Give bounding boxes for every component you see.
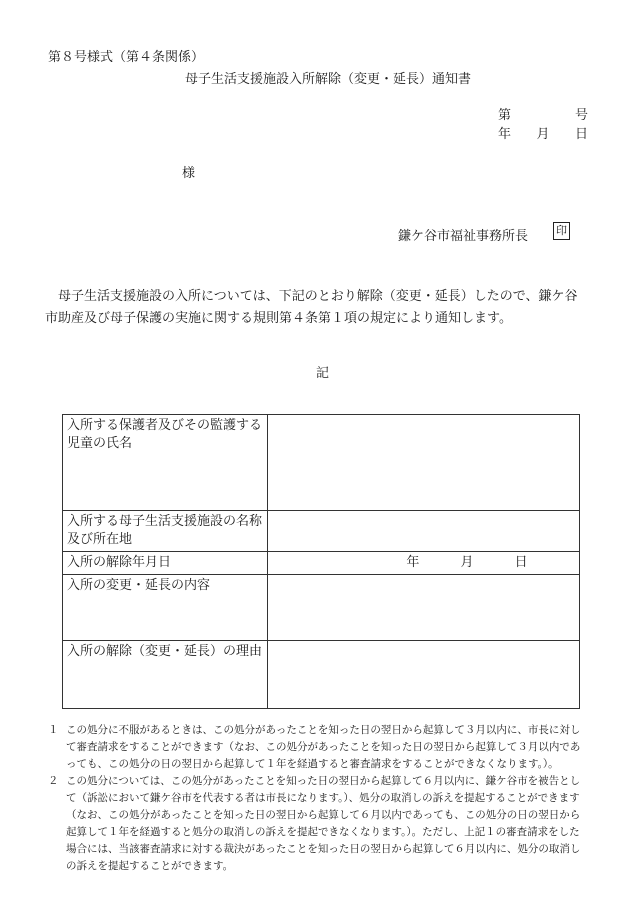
body-text: 母子生活支援施設の入所については、下記のとおり解除（変更・延長）したので、鎌ケ谷市助産及び母子保護の実施に関する規則第４条第１項の規定により通知します。 (45, 289, 578, 326)
table-row (63, 641, 580, 709)
row-label-release-date: 入所の解除年月日 (63, 552, 268, 575)
number-suffix: 号 (574, 108, 588, 123)
row-value-release-date[interactable] (268, 552, 580, 575)
note-text: この処分に不服があるときは、この処分があったことを知った日の翌日から起算して３月以内に、市長に対して審査請求をすることができます（なお、この処分があったことを知った日の翌日から起算して３月以内であっても、この処分の日の翌日から起算して１年を経過すると審査請求をすることができなくなります。）。 (66, 724, 581, 770)
row-value-reason[interactable] (268, 641, 580, 709)
document-number-line (498, 104, 588, 123)
note-number: ２ (48, 775, 59, 787)
notes-section (48, 722, 588, 875)
note-item (48, 722, 588, 773)
release-year-label: 年 (406, 555, 420, 570)
release-day-label: 日 (514, 555, 528, 570)
note-item (48, 773, 588, 875)
detail-table (62, 414, 580, 709)
note-number: １ (48, 724, 59, 736)
row-value-names[interactable] (268, 415, 580, 511)
ki-marker: 記 (316, 366, 330, 381)
row-value-change-content[interactable] (268, 575, 580, 641)
seal-stamp: 印 (553, 222, 570, 240)
table-row (63, 511, 580, 552)
number-prefix: 第 (498, 108, 512, 123)
table-row (63, 575, 580, 641)
row-label-change-content: 入所の変更・延長の内容 (63, 575, 268, 641)
row-label-facility: 入所する母子生活支援施設の名称及び所在地 (63, 511, 268, 552)
release-month-label: 月 (460, 555, 474, 570)
month-label: 月 (536, 127, 550, 142)
recipient-honorific: 様 (182, 166, 196, 181)
table-row (63, 552, 580, 575)
day-label: 日 (574, 127, 588, 142)
issuer-name: 鎌ケ谷市福祉事務所長 (398, 229, 529, 244)
note-text: この処分については、この処分があったことを知った日の翌日から起算して６月以内に、鎌ケ谷市を被告として（訴訟において鎌ケ谷市を代表する者は市長になります。）、処分の取消しの訴えを提起することができます（なお、この処分があったことを知った日の翌日から起算して６月以内であっても、この処分の日の翌日から起算して１年を経過すると処分の取消しの訴えを提起できなくなります。）。ただし、上記１の審査請求をした場合には、当該審査請求に対する裁決があったことを知った日の翌日から起算して６月以内に、処分の取消しの訴えを提起することができます。 (66, 775, 581, 872)
document-title: 母子生活支援施設入所解除（変更・延長）通知書 (185, 72, 472, 87)
form-number: 第８号様式（第４条関係） (48, 50, 205, 65)
issue-date-line (498, 123, 588, 142)
table-row (63, 415, 580, 511)
row-label-reason: 入所の解除（変更・延長）の理由 (63, 641, 268, 709)
row-value-facility[interactable] (268, 511, 580, 552)
year-label: 年 (498, 127, 512, 142)
row-label-names: 入所する保護者及びその監護する児童の氏名 (63, 415, 268, 511)
